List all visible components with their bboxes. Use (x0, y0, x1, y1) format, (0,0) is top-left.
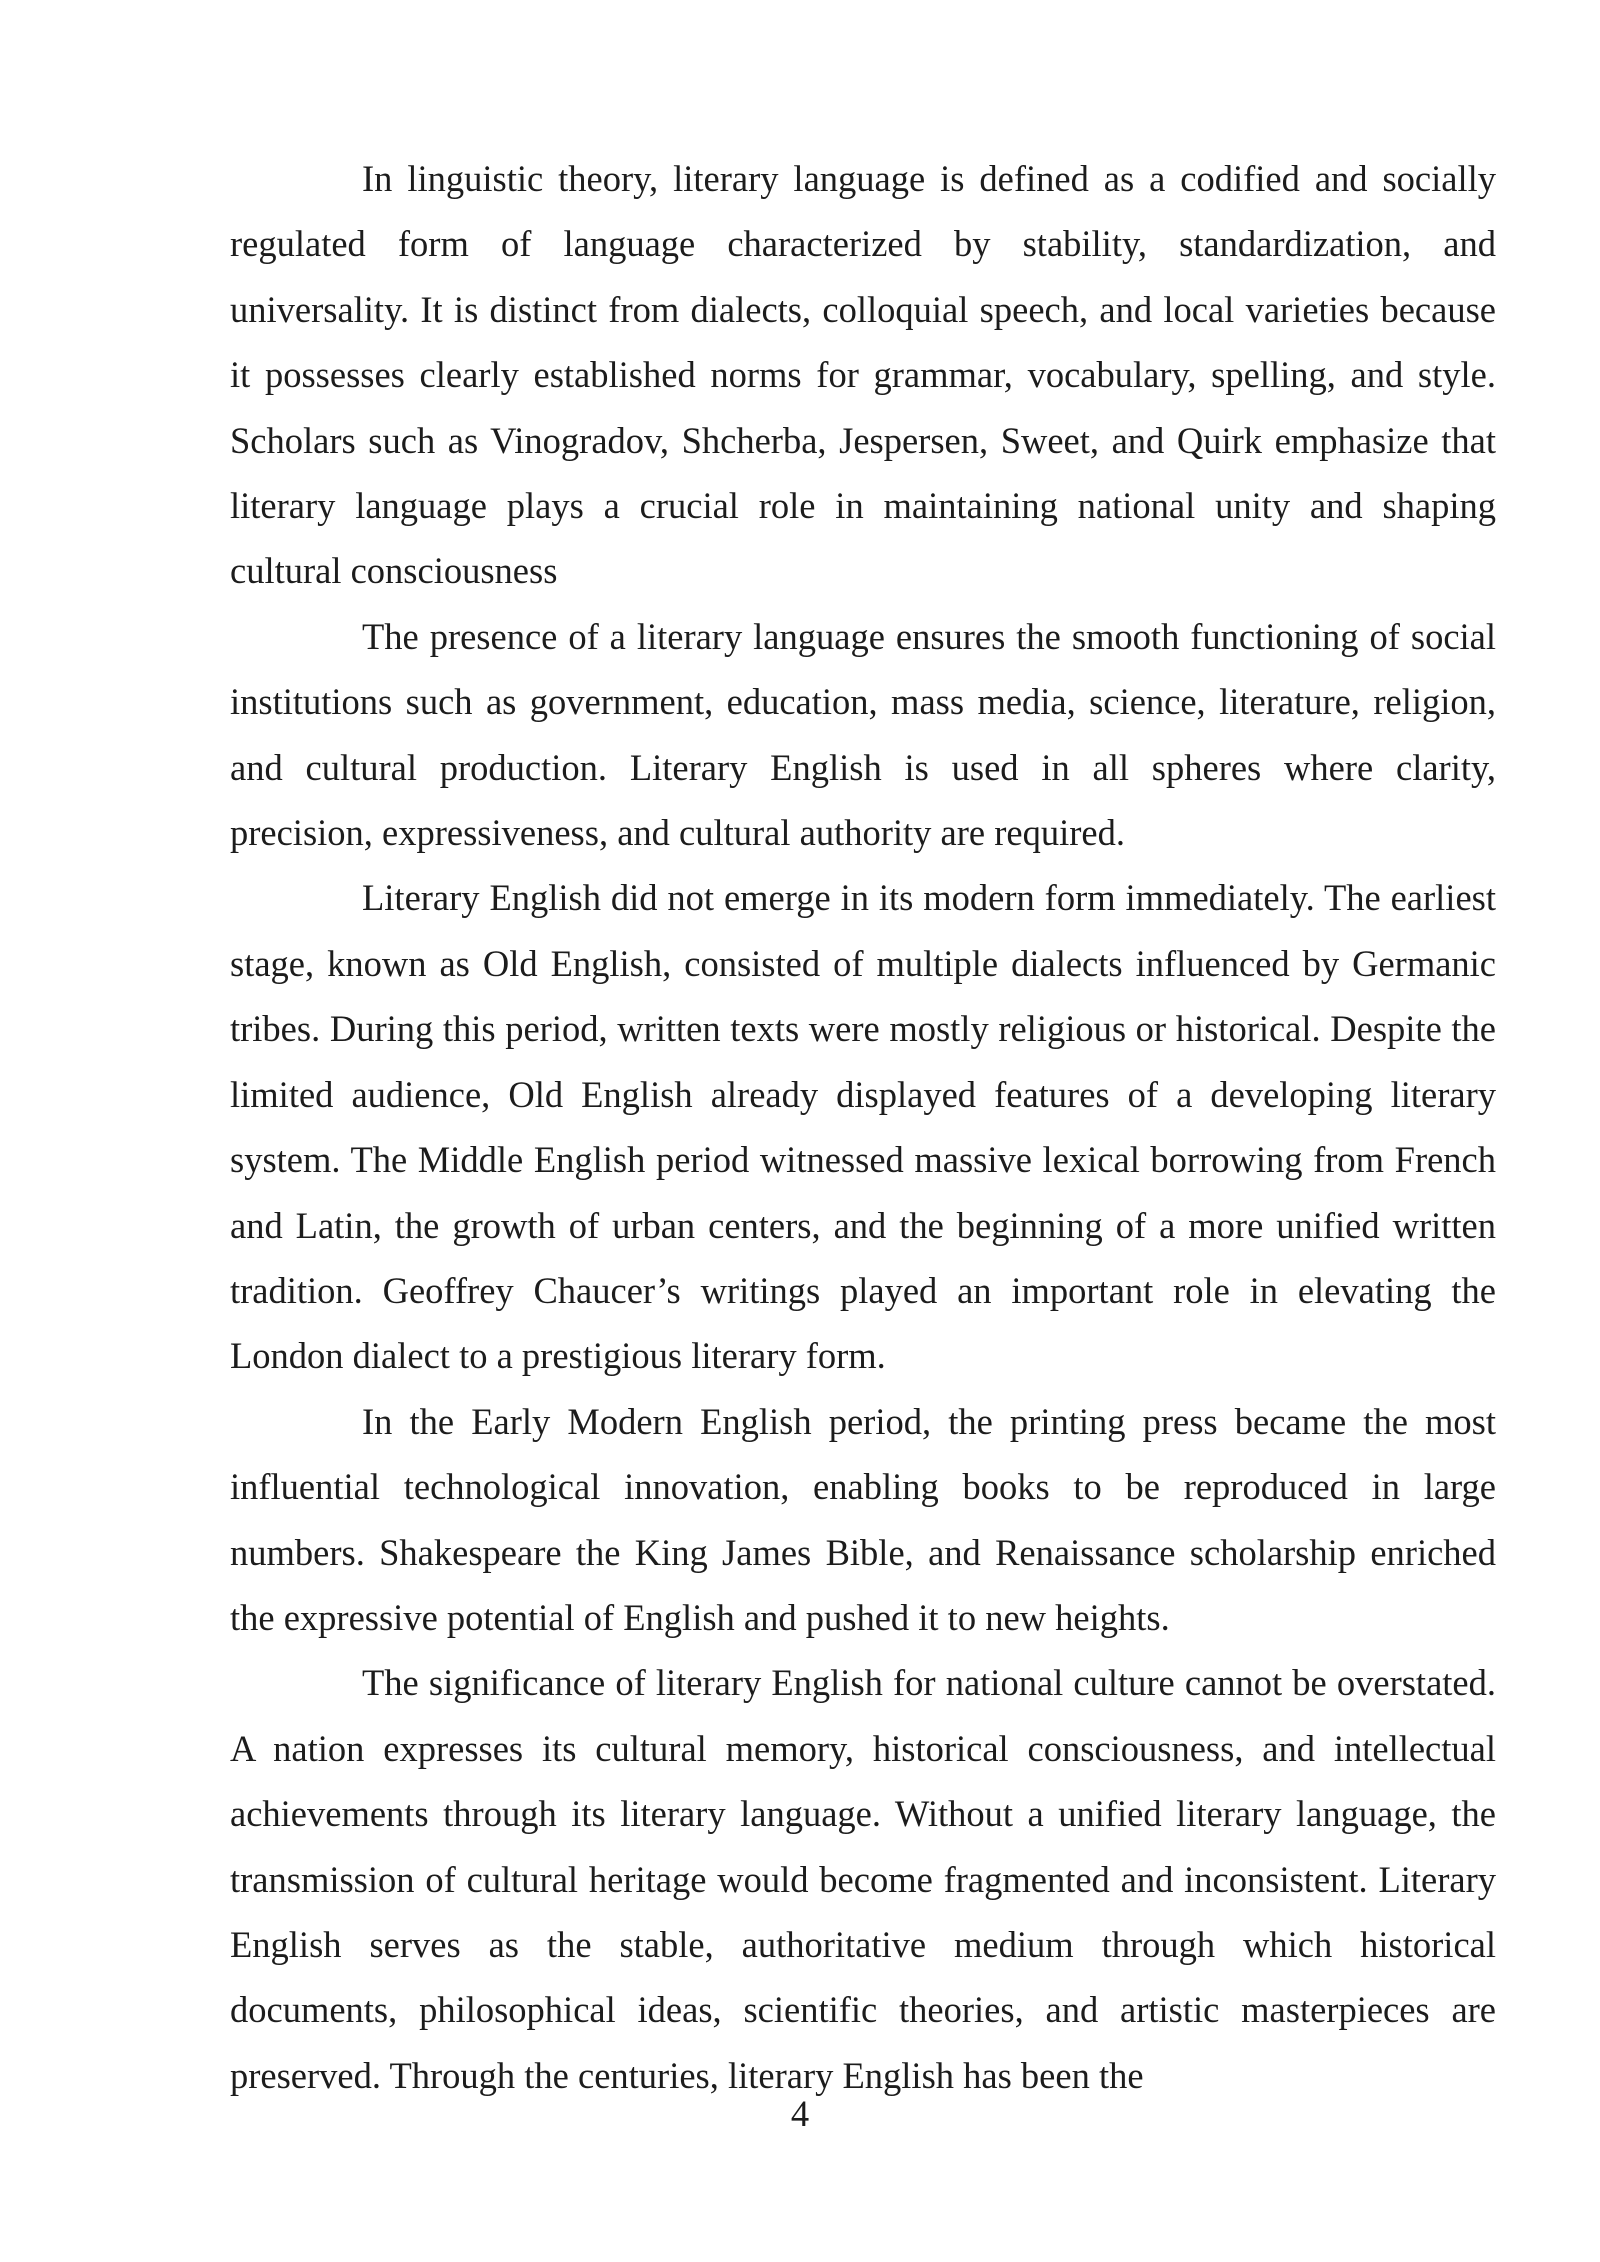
paragraph-early-modern-english: In the Early Modern English period, the printing press became the most influential technological innovation, enabling books to be reproduced in large numbers. Shakespeare the King James Bible, and Renaissance scholarship enriched the expressive potential of English and pushed it to new heights. (230, 1400, 1496, 1638)
paragraph-literary-language-definition: In linguistic theory, literary language is defined as a codified and socially regulated form of language characterized by stability, standardization, and universality. It is distinct from dialects, colloquial speech, and local varieties because it possesses clearly established norms for grammar, vocabulary, spelling, and style. Scholars such as Vinogradov, Shcherba, Jespersen, Sweet, and Quirk emphasize that literary language plays a crucial role in maintaining national unity and shaping cultural consciousness (230, 158, 1496, 592)
paragraph-social-institutions: The presence of a literary language ensures the smooth functioning of social institutions such as government, education, mass media, science, literature, religion, and cultural production. Literary English is used in all spheres where clarity, precision, expressiveness, and cultural authority are required. (230, 615, 1496, 854)
body-text (230, 146, 1496, 2108)
paragraph-historical-development: Literary English did not emerge in its modern form immediately. The earliest stage, known as Old English, consisted of multiple dialects influenced by Germanic tribes. During this period, written texts were mostly religious or historical. Despite the limited audience, Old English already displayed features of a developing literary system. The Middle English period witnessed massive lexical borrowing from French and Latin, the growth of urban centers, and the beginning of a more unified written tradition. Geoffrey Chaucer’s writings played an important role in elevating the London dialect to a prestigious literary form. (230, 877, 1496, 1377)
paragraph-national-culture: The significance of literary English for national culture cannot be overstated. A nation expresses its cultural memory, historical consciousness, and intellectual achievements through its literary language. Without a unified literary language, the transmission of cultural heritage would become fragmented and inconsistent. Literary English serves as the stable, authoritative medium through which historical documents, philosophical ideas, scientific theories, and artistic masterpieces are preserved. Through the centuries, literary English has been the (230, 1662, 1496, 2096)
page-number: 4 (790, 2093, 810, 2134)
